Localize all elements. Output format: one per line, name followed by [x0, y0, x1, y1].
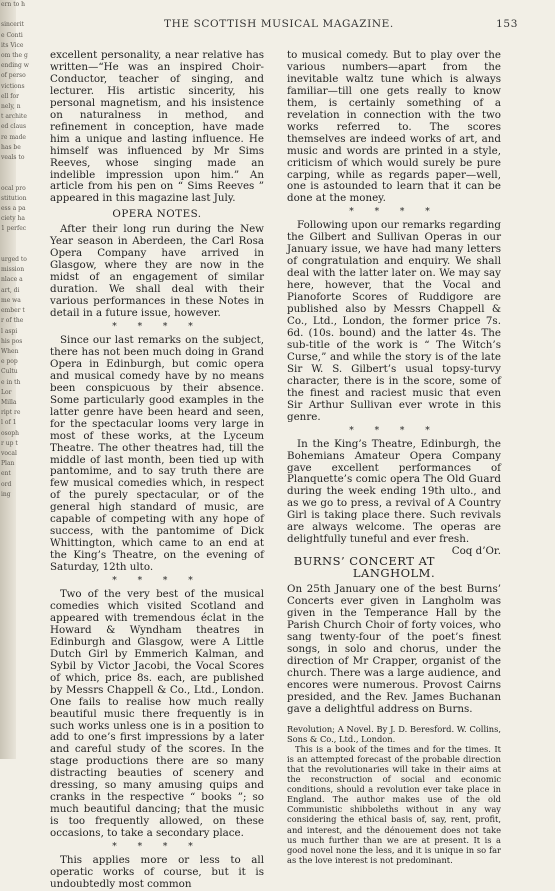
gutter-fragment: ell for — [1, 92, 19, 100]
gutter-fragment: When — [1, 347, 19, 355]
previous-page-edge — [0, 0, 29, 759]
gutter-fragment: ciety ha — [1, 215, 25, 223]
gutter-fragment: Cultu — [1, 368, 18, 376]
gutter-fragment: 1 perfec — [1, 225, 27, 233]
gutter-fragment — [0, 245, 16, 255]
gutter-fragment: ocal pro — [1, 184, 26, 192]
gutter-fragment: of perso — [1, 72, 26, 80]
gutter-fragment: osoph — [1, 429, 20, 437]
gutter-fragment — [0, 10, 16, 20]
gutter-fragment: e Conti — [1, 31, 23, 39]
section-heading-burns-concert: BURNS’ CONCERT AT LANGHOLM. — [293, 554, 436, 581]
gutter-fragment — [0, 173, 16, 183]
page-header — [60, 18, 518, 32]
paragraph-text: In the King’s Theatre, Edinburgh, the Bohemians Amateur Opera Company gave excellent performances of Planquette’s comic opera The Old Guard during the week ending 19th ulto., and as we go to press, a revival of A Country Girl is taking place there. Such revivals are always welcome. The operas are delightfully tuneful and ever fresh. — [287, 437, 501, 546]
gutter-fragment: its Vice — [1, 41, 24, 49]
gutter-fragment: has be — [1, 143, 21, 151]
gutter-fragment: me wa — [1, 296, 21, 304]
gutter-fragment: ript re — [1, 409, 21, 417]
gutter-fragment: r up t — [1, 439, 18, 447]
gutter-fragment: his pos — [1, 337, 23, 345]
paragraph: Two of the very best of the musical comedies which visited Scotland and appeared with tremendous éclat in the Howard & Wyndham theatres in Edinburgh and Glasgow, were A Little Dutch Girl by Emmerich Kalman, and Sybil by Victor Jacobi, the Vocal Scores of which, price 8s. each, are published by Messrs Chappell & Co., Ltd., London. One fails to realise how much really beautiful music there frequently is in such works unless one is in a position to add to one’s first impressions by a later and careful study of the scores. In the stage productions there are so many distracting beauties of scenery and dressing, so many amusing quips and cranks in the respective “ books ”; so much beautiful dancing; that the music is too frequently allowed, on these occasions, to take a secondary place. — [50, 588, 264, 840]
section-divider: * * * * — [349, 207, 439, 218]
gutter-fragment: Lor — [1, 388, 12, 396]
gutter-fragment: victions — [1, 82, 25, 90]
gutter-fragment: nlace a — [1, 276, 23, 284]
paragraph: On 25th January one of the best Burns’ Concerts ever given in Langholm was given in the Temperance Hall by the Parish Church Choir of forty voices, who sang twenty-four of the poet’s finest songs, in solo and chorus, under the direction of Mr Crapper, organist of the church. There was a large audience, and encores were numerous. Provost Cairns presided, and the Rev. James Buchanan gave a delightful address on Burns. — [287, 583, 501, 715]
gutter-fragment: art, di — [1, 286, 20, 294]
gutter-fragment: urged to — [1, 256, 27, 264]
gutter-fragment: om the g — [1, 52, 28, 60]
gutter-fragment: ord — [1, 480, 12, 488]
review-title: Revolution; A Novel. By J. D. Beresford. W. Collins, Sons & Co., Ltd., London. — [287, 723, 501, 744]
gutter-fragment: stitution — [1, 194, 27, 202]
gutter-fragment: Milla — [1, 398, 17, 406]
gutter-fragment: ess a pa — [1, 205, 26, 213]
gutter-fragment: ern to h — [1, 1, 25, 8]
gutter-fragment: re made — [1, 133, 26, 141]
gutter-fragment: ing — [1, 490, 11, 498]
gutter-fragment — [0, 163, 16, 173]
right-column — [287, 50, 501, 865]
book-review — [287, 724, 501, 865]
section-divider: * * * * — [112, 576, 202, 587]
gutter-fragment: l of 1 — [1, 419, 17, 427]
paragraph — [287, 437, 501, 558]
paragraph: to musical comedy. But to play over the various numbers—apart from the inevitable waltz tune which is always familiar—till one gets really to know them, is certainly something of a revelation in connection with the two works referred to. The scores themselves are indeed works of art, and music and words are printed in a style, criticism of which would surely be pure carping, while as regards paper—well, one is astounded to learn that it can be done at the money. — [287, 49, 501, 205]
paragraph: excellent personality, a near relative has written—“He was an inspired Choir-Conductor, teacher of singing, and lecturer. His artistic sincerity, his personal magnetism, and his insistence on naturalness in method, and refinement in conception, have made him a unique and lasting influence. He himself was influenced by Mr Sims Reeves, whose singing made an indelible impression upon him.” An article from his pen on “ Sims Reeves ” appeared in this magazine last July. — [50, 49, 264, 205]
running-title: THE SCOTTISH MUSICAL MAGAZINE. — [164, 18, 394, 30]
gutter-fragment — [0, 235, 16, 245]
paragraph: Since our last remarks on the subject, there has not been much doing in Grand Opera in Edinburgh, but comic opera and musical comedy have by no means been conspicuous by their absence. Some particularly good examples in the latter genre have been heard and seen, for the spectacular looms very large in most of these works, at the Lyceum Theatre. The other theatres had, till the middle of last month, been tied up with pantomime, and to say truth there are few musical comedies which, in respect of the purely spectacular, or of the general high standard of music, are capable of competing with any hope of success, with the pantomime of Dick Whittington, which came to an end at the King’s Theatre, on the evening of Saturday, 12th ulto. — [50, 333, 264, 574]
gutter-fragment: ed claus — [1, 123, 27, 131]
gutter-fragment: l aspi — [1, 327, 18, 335]
paragraph: This applies more or less to all operatic works of course, but it is undoubtedly most common — [50, 854, 264, 890]
page-number: 153 — [496, 18, 518, 30]
section-divider: * * * * — [112, 321, 202, 332]
gutter-fragment: nely, n — [1, 103, 21, 111]
left-column — [50, 50, 264, 891]
paragraph: Following upon our remarks regarding the Gilbert and Sullivan Operas in our January issue, we have had many letters of congratulation and enquiry. We shall deal with the latter later on. We may say here, however, that the Vocal and Pianoforte Scores of Ruddigore are published also by Messrs Chappell & Co., Ltd., London, the former price 7s. 6d. (10s. bound) and the latter 4s. The sub-title of the work is “ The Witch’s Curse,” and while the story is of the late Sir W. S. Gilbert’s usual topsy-turvy character, there is in the score, some of the finest and raciest music that even Sir Arthur Sullivan ever wrote in this genre. — [287, 219, 501, 423]
gutter-fragment: e in th — [1, 378, 21, 386]
gutter-fragment: mission — [1, 266, 25, 274]
gutter-fragment: e pop — [1, 358, 18, 366]
section-divider: * * * * — [112, 842, 202, 853]
paragraph: After their long run during the New Year season in Aberdeen, the Carl Rosa Opera Company have arrived in Glasgow, where they are now in the midst of an engagement of similar duration. We shall deal with their various performances in these Notes in detail in a future issue, however. — [50, 223, 264, 320]
gutter-fragment: ent — [1, 470, 11, 478]
review-body: This is a book of the times and for the times. It is an attempted forecast of the probable direction that the revolutionaries will take in their aims at the reconstruction of social and economic conditions, should a revolution ever take place in England. The author makes use of the old Communistic shibboleths without in any way considering the ethical basis of, say, rent, profit, and interest, and the dénouement does not take us much further than we are at present. It is a good novel none the less, and it is unique in so far as the love interest is not predominant. — [287, 743, 501, 865]
section-divider: * * * * — [349, 425, 439, 436]
gutter-fragment: veals to — [1, 154, 25, 162]
gutter-fragment: vocal — [1, 449, 17, 457]
gutter-fragment: Plan — [1, 460, 15, 468]
gutter-fragment: ember t — [1, 307, 25, 315]
gutter-fragment: r of the — [1, 317, 24, 325]
gutter-fragment: t archite — [1, 113, 27, 121]
gutter-fragment: ending w — [1, 62, 29, 70]
section-heading-opera-notes: OPERA NOTES. — [112, 208, 202, 221]
gutter-fragment: sincerit — [1, 21, 24, 29]
signature: Coq d’Or. — [451, 545, 501, 558]
